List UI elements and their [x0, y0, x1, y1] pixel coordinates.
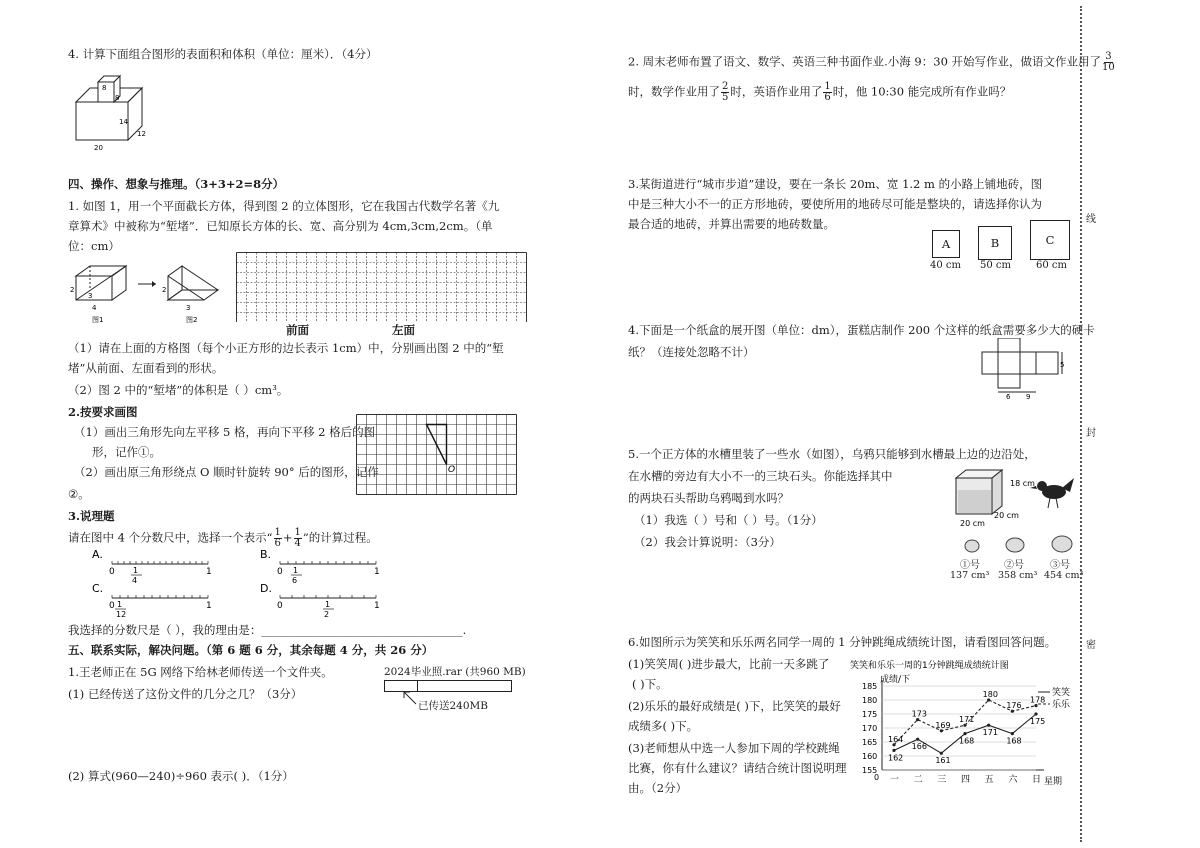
- r-q4-line1: 4.下面是一个纸盒的展开图（单位：dm），蛋糕店制作 200 个这样的纸盒需要多少大的硬卡: [628, 323, 1095, 337]
- ruler-mark-denominator: 2: [324, 610, 330, 618]
- s4-p1-line3: 位：cm）: [68, 239, 120, 253]
- dim-20: 20: [94, 144, 103, 152]
- y-tick-label: 160: [862, 752, 878, 761]
- x-tick-label: 六: [1008, 775, 1018, 785]
- y-tick-label: 165: [862, 738, 878, 747]
- r-q5-q2: （2）我会计算说明：（3分）: [634, 535, 781, 549]
- front-view-label: 前面: [286, 323, 309, 337]
- ruler-mark-denominator: 12: [116, 610, 127, 618]
- binding-mark-3: 密: [1086, 640, 1096, 651]
- ruler-label: A.: [92, 548, 103, 561]
- s4-p3-title: 3.说理题: [68, 509, 115, 523]
- fraction-ruler-c: [90, 582, 220, 618]
- composite-figure: [68, 74, 158, 154]
- chart-ylabel: 成绩/下: [880, 675, 911, 685]
- ruler-one: 1: [374, 567, 380, 577]
- data-label: 176: [1006, 701, 1022, 711]
- data-label: 162: [888, 753, 904, 763]
- tile-c-size: 60 cm: [1036, 260, 1067, 271]
- y-tick-label: 155: [862, 766, 878, 775]
- fraction-ruler-b: [258, 548, 388, 584]
- chart-xlabel: 星期: [1044, 777, 1063, 787]
- data-label: 164: [888, 734, 904, 744]
- stone-1-name: ①号: [960, 560, 980, 571]
- s4-p2-q2-line1: （2）画出原三角形绕点 O 顺时针旋转 90° 后的图形，记作: [74, 465, 379, 479]
- dim-12: 12: [137, 130, 146, 138]
- s4-p3-intro: 请在图中 4 个分数尺中，选择一个表示“ $\frac{1}{6}$ + $\frac{1}{4}$ ”的计算过程。: [68, 527, 378, 549]
- x-tick-label: 三: [937, 775, 947, 785]
- ruler-label: C.: [92, 582, 104, 595]
- r-q6-line1: 6.如图所示为笑笑和乐乐两名同学一周的 1 分钟跳绳成绩统计图，请看图回答问题。: [628, 635, 1057, 649]
- net-dim-9: 9: [1026, 393, 1031, 400]
- tile-b: B: [978, 226, 1012, 260]
- ruler-mark-numerator: 1: [133, 566, 139, 575]
- fig1-dim-2: 2: [70, 286, 75, 294]
- s4-p1-line1: 1. 如图 1，用一个平面截长方体，得到图 2 的立体图形，它在我国古代数学名著《九: [68, 199, 500, 213]
- ruler-zero: 0: [109, 567, 115, 577]
- data-label: 171: [959, 715, 975, 725]
- binding-mark-1: 线: [1086, 214, 1096, 225]
- water-tank-figure: [950, 466, 1080, 528]
- sent-label: 已传送240MB: [418, 700, 489, 712]
- stone-2-name: ②号: [1004, 560, 1024, 571]
- data-label: 173: [911, 709, 927, 719]
- r-q3-line1: 3.某街道进行“城市步道”建设，要在一条长 20m、宽 1.2 m 的小路上铺地砖，图: [628, 177, 1043, 191]
- section4-title: 四、操作、想象与推理。（3+3+2=8分）: [68, 177, 285, 191]
- dim-14: 14: [119, 118, 128, 126]
- data-point: [940, 752, 943, 755]
- s4-p1-q1-line1: （1）请在上面的方格图（每个小正方形的边长表示 1cm）中，分别画出图 2 中的“堑: [68, 341, 504, 355]
- x-tick-label: 二: [913, 775, 923, 785]
- data-label: 171: [982, 728, 998, 738]
- fraction-ruler-d: [258, 582, 388, 618]
- data-label: 168: [959, 736, 975, 746]
- x-tick-label: 日: [1032, 775, 1042, 785]
- r-q6-a-line2: ( )下。: [632, 677, 668, 691]
- data-point: [963, 732, 966, 735]
- r-q5-line3: 的两块石头帮助乌鸦喝到水吗？: [628, 491, 789, 505]
- jump-rope-line-chart: [840, 656, 1084, 790]
- r-q2-line1: 2. 周末老师布置了语文、数学、英语三种书面作业.小海 9：30 开始写作业，做语文作业用了 $\frac{3}{10}$: [628, 51, 1115, 73]
- net-dim-6: 6: [1006, 393, 1011, 400]
- point-o-label: O: [448, 465, 456, 475]
- tank-dim-w: 20 cm: [960, 519, 985, 528]
- stone-2-vol: 358 cm³: [998, 570, 1038, 581]
- data-point: [892, 749, 895, 752]
- stone-3-name: ③号: [1050, 560, 1070, 571]
- tank-dim-d: 20 cm: [994, 511, 1019, 520]
- tile-a-size: 40 cm: [930, 260, 961, 271]
- tank-dim-h: 18 cm: [1010, 479, 1035, 488]
- r-q3-line3: 最合适的地砖，并算出需要的地砖数量。: [628, 217, 835, 231]
- legend-label: 乐乐: [1052, 700, 1071, 710]
- ruler-zero: 0: [277, 601, 283, 611]
- binding-mark-2: 封: [1086, 428, 1096, 439]
- s4-p2-title: 2.按要求画图: [68, 405, 138, 419]
- fig1-dim-3: 3: [88, 292, 93, 300]
- left-view-label: 左面: [392, 323, 415, 337]
- ruler-label: B.: [260, 548, 272, 561]
- x-tick-label: 五: [984, 775, 994, 785]
- tile-c: C: [1030, 220, 1070, 260]
- data-point: [1011, 732, 1014, 735]
- data-label: 178: [1030, 695, 1046, 705]
- q4-title: 4. 计算下面组合图形的表面积和体积（单位：厘米）．（4分）: [68, 47, 378, 61]
- x-tick-label: 一: [890, 775, 900, 785]
- binding-dotted-line: [1080, 6, 1082, 842]
- ruler-zero: 0: [277, 567, 283, 577]
- ruler-mark-numerator: 1: [325, 600, 331, 609]
- x-tick-label: 四: [961, 775, 971, 785]
- dim-8a: 8: [102, 84, 107, 92]
- data-label: 161: [935, 756, 951, 766]
- fig1-label: 图1: [92, 316, 104, 324]
- legend-label: 笑笑: [1052, 688, 1071, 698]
- ruler-mark-denominator: 4: [132, 576, 138, 584]
- data-label: 175: [1030, 717, 1046, 726]
- r-q6-a-line1: (1)笑笑周( )进步最大，比前一天多跳了: [628, 657, 830, 671]
- stone-1-icon: [962, 538, 982, 554]
- ruler-one: 1: [206, 567, 212, 577]
- r-q6-b-line1: (2)乐乐的最好成绩是( )下，比笑笑的最好: [628, 699, 841, 713]
- s4-p1-line2: 章算术》中被称为“堑堵”．已知原长方体的长、宽、高分别为 4cm,3cm,2cm。（单: [68, 219, 493, 233]
- ruler-zero: 0: [109, 601, 115, 611]
- stone-2-icon: [1004, 536, 1026, 554]
- stone-3-vol: 454 cm³: [1044, 570, 1084, 581]
- s4-p2-q2-line2: ②。: [68, 487, 90, 501]
- y-tick-label: 185: [862, 682, 878, 691]
- sent-arrow-icon: [400, 690, 420, 708]
- ruler-mark-denominator: 6: [292, 576, 298, 584]
- ruler-one: 1: [206, 601, 212, 611]
- ruler-one: 1: [374, 601, 380, 611]
- drawing-grid-2: [356, 414, 518, 500]
- s4-p3-answer: 我选择的分数尺是（ ），我的理由是：___________________________________.: [68, 623, 467, 637]
- tile-b-size: 50 cm: [980, 260, 1011, 271]
- data-label: 169: [935, 720, 951, 730]
- r-q6-b-line2: 成绩多( )下。: [628, 719, 699, 733]
- data-point: [987, 724, 990, 727]
- s4-p1-q2: （2）图 2 中的“堑堵”的体积是（ ）cm³。: [68, 383, 289, 397]
- file-label: 2024毕业照.rar (共960 MB): [384, 666, 526, 678]
- r-q4-line2: 纸？（连接处忽略不计）: [628, 345, 755, 359]
- fraction-ruler-a: [90, 548, 220, 584]
- data-label: 180: [982, 690, 998, 699]
- data-label: 168: [1006, 736, 1022, 746]
- ruler-mark-numerator: 1: [117, 600, 123, 609]
- y-tick-label: 175: [862, 710, 878, 719]
- fig2-dim-2: 2: [162, 286, 167, 294]
- stone-1-vol: 137 cm³: [950, 570, 990, 581]
- r-q2-line2: 时，数学作业用了 $\frac{2}{5}$ 时，英语作业用了 $\frac{1}{6}$ 时，他 10:30 能完成所有作业吗？: [628, 81, 1012, 103]
- r-q6-c-line1: (3)老师想从中选一人参加下周的学校跳绳: [628, 741, 840, 755]
- y-origin-label: 0: [874, 773, 880, 782]
- s4-p2-q1-line2: 形，记作①。: [92, 445, 161, 459]
- s4-p1-q1-line2: 堵”从前面、左面看到的形状。: [68, 361, 224, 375]
- s5-q1-1: (1) 已经传送了这份文件的几分之几？（3分）: [68, 687, 303, 701]
- data-point: [1034, 712, 1037, 715]
- data-label: 166: [911, 742, 927, 752]
- r-q5-line1: 5.一个正方体的水槽里装了一些水（如图），乌鸦只能够到水槽最上边的边沿处，: [628, 447, 1036, 461]
- net-dim-5: 5: [1060, 361, 1065, 369]
- r-q5-q1: （1）我选（ ）号和（ ）号。（1分）: [634, 513, 823, 527]
- s4-p2-q1-line1: （1）画出三角形先向左平移 5 格，再向下平移 2 格后的图: [74, 425, 376, 439]
- y-tick-label: 170: [862, 724, 878, 733]
- ruler-label: D.: [260, 582, 272, 595]
- cuboid-figures: [68, 262, 228, 326]
- chart-title: 笑笑和乐乐一周的1分钟跳绳成绩统计图: [850, 661, 1009, 671]
- r-q6-c-line2: 比赛，你有什么建议？请结合统计图说明理: [628, 761, 847, 775]
- r-q3-line2: 中是三种大小不一的正方形地砖，要使所用的地砖尽可能是整块的，请选择你认为: [628, 197, 1042, 211]
- data-point: [916, 738, 919, 741]
- s5-q1-2: (2) 算式(960—240)÷960 表示( )．（1分）: [68, 769, 294, 783]
- crow-icon: [1030, 478, 1074, 508]
- r-q5-line2: 在水槽的旁边有大小不一的三块石头。你能选择其中: [628, 469, 893, 483]
- fig2-label: 图2: [186, 316, 198, 324]
- drawing-grid-1: [236, 252, 528, 322]
- fig2-dim-3: 3: [186, 304, 191, 312]
- s5-q1: 1.王老师正在 5G 网络下给林老师传送一个文件夹。: [68, 665, 333, 679]
- box-net-figure: [976, 338, 1066, 400]
- fig1-dim-4: 4: [92, 304, 97, 312]
- stone-3-icon: [1050, 534, 1074, 554]
- dim-8b: 8: [115, 94, 120, 102]
- r-q6-c-line3: 由。（2分）: [628, 781, 688, 795]
- tile-a: A: [932, 230, 960, 258]
- section5-title: 五、联系实际，解决问题。（第 6 题 6 分，其余每题 4 分，共 26 分）: [68, 643, 434, 657]
- y-tick-label: 180: [862, 696, 878, 705]
- ruler-mark-numerator: 1: [293, 566, 299, 575]
